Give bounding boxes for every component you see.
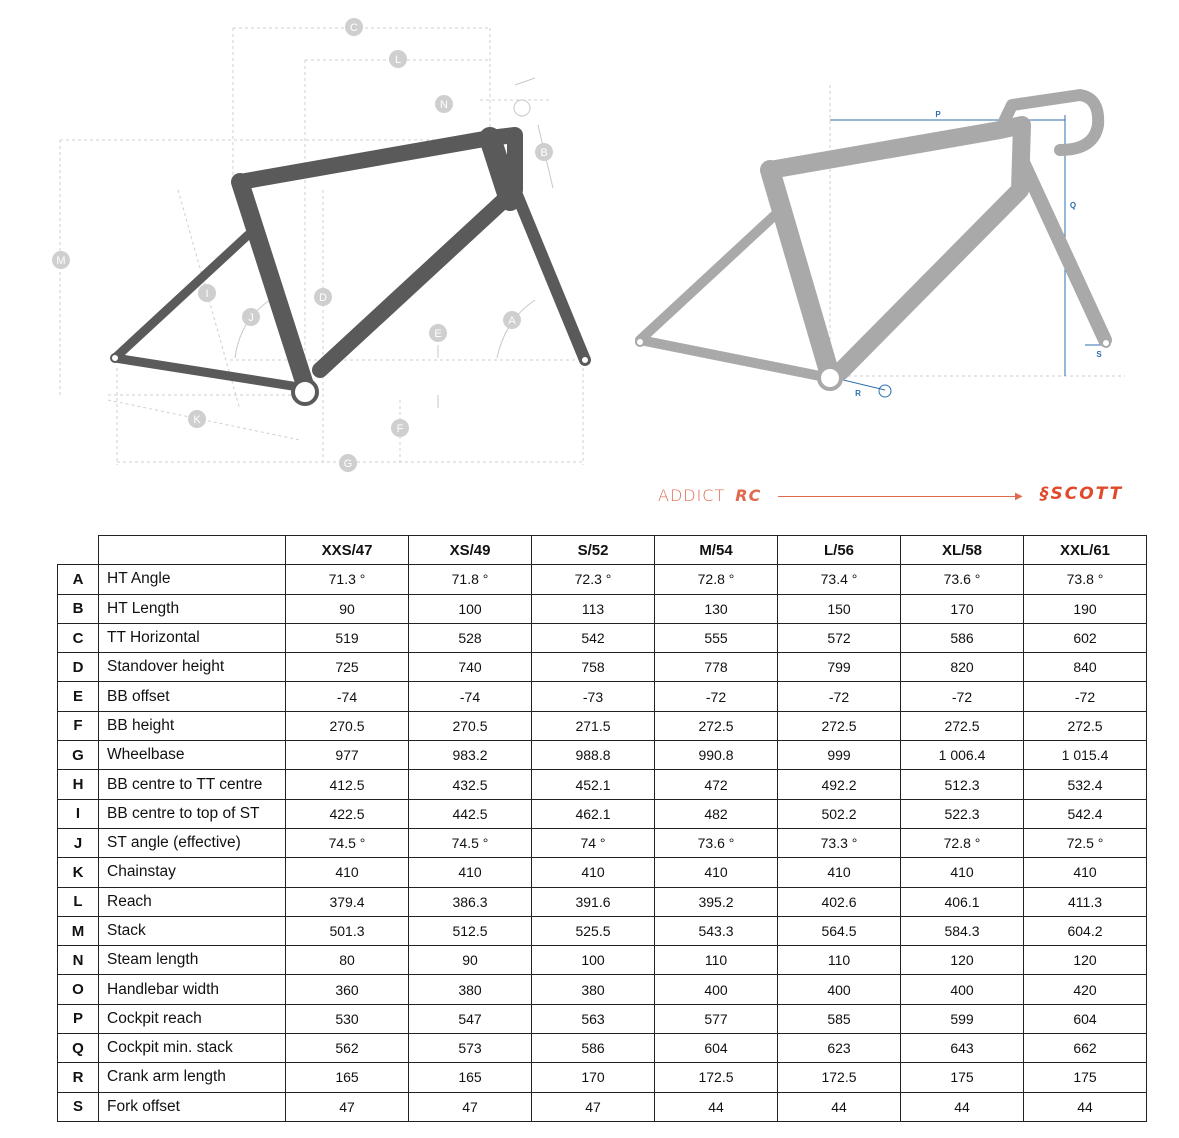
value-cell: 532.4 (1024, 770, 1147, 799)
table-row (58, 828, 1147, 857)
value-cell: 395.2 (655, 887, 778, 916)
value-cell: 380 (532, 975, 655, 1004)
value-cell: 602 (1024, 623, 1147, 652)
value-cell: 44 (778, 1092, 901, 1121)
brand-logo (1040, 484, 1123, 504)
value-cell: 110 (655, 946, 778, 975)
value-cell: 586 (901, 623, 1024, 652)
value-cell: 170 (532, 1063, 655, 1092)
value-cell: -72 (655, 682, 778, 711)
value-cell: 73.3 ° (778, 828, 901, 857)
svg-text:C: C (350, 22, 358, 34)
row-letter: Q (58, 1034, 99, 1063)
row-letter: D (58, 653, 99, 682)
value-cell: 402.6 (778, 887, 901, 916)
value-cell: 740 (409, 653, 532, 682)
row-label: TT Horizontal (99, 623, 286, 652)
table-row (58, 1063, 1147, 1092)
svg-text:D: D (319, 292, 327, 304)
svg-text:I: I (205, 288, 209, 300)
value-cell: 74 ° (532, 828, 655, 857)
table-row (58, 711, 1147, 740)
value-cell: 73.8 ° (1024, 565, 1147, 594)
value-cell: 270.5 (409, 711, 532, 740)
value-cell: 410 (655, 858, 778, 887)
value-cell: 410 (532, 858, 655, 887)
row-label: Stack (99, 916, 286, 945)
value-cell: 410 (409, 858, 532, 887)
value-cell: 120 (1024, 946, 1147, 975)
row-label: Chainstay (99, 858, 286, 887)
value-cell: 172.5 (655, 1063, 778, 1092)
value-cell: 100 (409, 594, 532, 623)
value-cell: 562 (286, 1034, 409, 1063)
value-cell: 530 (286, 1004, 409, 1033)
value-cell: 400 (901, 975, 1024, 1004)
svg-text:S: S (1096, 350, 1102, 359)
value-cell: 72.3 ° (532, 565, 655, 594)
value-cell: -72 (901, 682, 1024, 711)
value-cell: 410 (286, 858, 409, 887)
table-row (58, 741, 1147, 770)
geometry-table (57, 535, 1147, 1122)
value-cell: 1 015.4 (1024, 741, 1147, 770)
value-cell: 522.3 (901, 799, 1024, 828)
value-cell: 623 (778, 1034, 901, 1063)
value-cell: 572 (778, 623, 901, 652)
value-cell: 662 (1024, 1034, 1147, 1063)
row-letter: H (58, 770, 99, 799)
value-cell: 175 (1024, 1063, 1147, 1092)
value-cell: 165 (409, 1063, 532, 1092)
arrow-right-icon: ▶ (1015, 491, 1023, 502)
value-cell: 442.5 (409, 799, 532, 828)
value-cell: 983.2 (409, 741, 532, 770)
row-label: BB centre to TT centre (99, 770, 286, 799)
value-cell: 519 (286, 623, 409, 652)
value-cell: 90 (286, 594, 409, 623)
row-label: Cockpit min. stack (99, 1034, 286, 1063)
row-label: BB offset (99, 682, 286, 711)
value-cell: 840 (1024, 653, 1147, 682)
geometry-diagram (0, 0, 1179, 520)
row-letter: M (58, 916, 99, 945)
value-cell: 525.5 (532, 916, 655, 945)
table-row (58, 799, 1147, 828)
row-label: Reach (99, 887, 286, 916)
row-label: HT Length (99, 594, 286, 623)
svg-text:R: R (855, 389, 861, 398)
value-cell: 411.3 (1024, 887, 1147, 916)
row-letter: G (58, 741, 99, 770)
value-cell: 988.8 (532, 741, 655, 770)
value-cell: 492.2 (778, 770, 901, 799)
value-cell: 73.6 ° (901, 565, 1024, 594)
table-header-row (58, 536, 1147, 565)
value-cell: 44 (1024, 1092, 1147, 1121)
value-cell: 272.5 (778, 711, 901, 740)
row-label: ST angle (effective) (99, 828, 286, 857)
value-cell: -73 (532, 682, 655, 711)
table-row (58, 594, 1147, 623)
row-label: Standover height (99, 653, 286, 682)
value-cell: 502.2 (778, 799, 901, 828)
value-cell: 271.5 (532, 711, 655, 740)
row-letter: K (58, 858, 99, 887)
value-cell: 542 (532, 623, 655, 652)
value-cell: 71.8 ° (409, 565, 532, 594)
value-cell: 452.1 (532, 770, 655, 799)
table-row (58, 916, 1147, 945)
value-cell: 90 (409, 946, 532, 975)
value-cell: 73.6 ° (655, 828, 778, 857)
table-row (58, 653, 1147, 682)
svg-text:L: L (394, 54, 402, 66)
value-cell: 170 (901, 594, 1024, 623)
value-cell: 604 (655, 1034, 778, 1063)
frame-illustrations (0, 0, 1179, 520)
value-cell: 501.3 (286, 916, 409, 945)
value-cell: 820 (901, 653, 1024, 682)
value-cell: 74.5 ° (409, 828, 532, 857)
value-cell: -74 (286, 682, 409, 711)
value-cell: 165 (286, 1063, 409, 1092)
model-suffix: RC (735, 486, 762, 505)
value-cell: 410 (778, 858, 901, 887)
size-header: XXS/47 (286, 536, 409, 565)
value-cell: 543.3 (655, 916, 778, 945)
value-cell: 120 (901, 946, 1024, 975)
row-letter: O (58, 975, 99, 1004)
value-cell: 72.5 ° (1024, 828, 1147, 857)
svg-text:P: P (935, 110, 941, 119)
table-row (58, 623, 1147, 652)
value-cell: 360 (286, 975, 409, 1004)
row-label: Fork offset (99, 1092, 286, 1121)
value-cell: 270.5 (286, 711, 409, 740)
row-letter: F (58, 711, 99, 740)
row-label: Cockpit reach (99, 1004, 286, 1033)
size-header: XL/58 (901, 536, 1024, 565)
value-cell: 420 (1024, 975, 1147, 1004)
value-cell: 44 (901, 1092, 1024, 1121)
row-label: Handlebar width (99, 975, 286, 1004)
value-cell: -74 (409, 682, 532, 711)
value-cell: 643 (901, 1034, 1024, 1063)
value-cell: 977 (286, 741, 409, 770)
value-cell: 585 (778, 1004, 901, 1033)
value-cell: 72.8 ° (901, 828, 1024, 857)
row-label: Crank arm length (99, 1063, 286, 1092)
value-cell: 599 (901, 1004, 1024, 1033)
row-label: BB centre to top of ST (99, 799, 286, 828)
value-cell: -72 (1024, 682, 1147, 711)
table-row (58, 1034, 1147, 1063)
value-cell: 584.3 (901, 916, 1024, 945)
row-letter: L (58, 887, 99, 916)
value-cell: 380 (409, 975, 532, 1004)
value-cell: 604 (1024, 1004, 1147, 1033)
value-cell: 400 (778, 975, 901, 1004)
brand-divider (778, 496, 1018, 497)
value-cell: 586 (532, 1034, 655, 1063)
value-cell: 778 (655, 653, 778, 682)
table-row (58, 975, 1147, 1004)
scott-s-icon: § (1040, 484, 1051, 504)
table-row (58, 1092, 1147, 1121)
right-frame (640, 95, 1105, 378)
value-cell: 74.5 ° (286, 828, 409, 857)
value-cell: 604.2 (1024, 916, 1147, 945)
value-cell: 564.5 (778, 916, 901, 945)
header-blank (58, 536, 99, 565)
value-cell: 799 (778, 653, 901, 682)
size-header: M/54 (655, 536, 778, 565)
row-letter: C (58, 623, 99, 652)
value-cell: 100 (532, 946, 655, 975)
value-cell: 113 (532, 594, 655, 623)
svg-text:N: N (440, 99, 448, 111)
header-label-cell (99, 536, 286, 565)
value-cell: 379.4 (286, 887, 409, 916)
brand-name: SCOTT (1050, 484, 1124, 504)
value-cell: 725 (286, 653, 409, 682)
row-letter: A (58, 565, 99, 594)
row-label: HT Angle (99, 565, 286, 594)
value-cell: 472 (655, 770, 778, 799)
row-letter: I (58, 799, 99, 828)
value-cell: 47 (532, 1092, 655, 1121)
svg-text:K: K (193, 414, 201, 426)
value-cell: 172.5 (778, 1063, 901, 1092)
row-letter: R (58, 1063, 99, 1092)
value-cell: 272.5 (655, 711, 778, 740)
svg-text:A: A (508, 315, 516, 327)
left-dimension-lines (60, 28, 583, 465)
value-cell: 47 (409, 1092, 532, 1121)
value-cell: 130 (655, 594, 778, 623)
table-row (58, 565, 1147, 594)
value-cell: 391.6 (532, 887, 655, 916)
value-cell: 410 (901, 858, 1024, 887)
value-cell: 71.3 ° (286, 565, 409, 594)
svg-text:Q: Q (1069, 201, 1077, 210)
left-angle-arcs (235, 78, 553, 408)
size-header: XS/49 (409, 536, 532, 565)
value-cell: 990.8 (655, 741, 778, 770)
value-cell: 272.5 (901, 711, 1024, 740)
row-letter: S (58, 1092, 99, 1121)
value-cell: 482 (655, 799, 778, 828)
value-cell: -72 (778, 682, 901, 711)
table-row (58, 1004, 1147, 1033)
row-letter: J (58, 828, 99, 857)
value-cell: 150 (778, 594, 901, 623)
value-cell: 758 (532, 653, 655, 682)
value-cell: 175 (901, 1063, 1024, 1092)
svg-text:M: M (56, 255, 66, 267)
value-cell: 272.5 (1024, 711, 1147, 740)
row-label: Wheelbase (99, 741, 286, 770)
value-cell: 73.4 ° (778, 565, 901, 594)
value-cell: 422.5 (286, 799, 409, 828)
table-row (58, 858, 1147, 887)
value-cell: 542.4 (1024, 799, 1147, 828)
row-letter: B (58, 594, 99, 623)
table-row (58, 682, 1147, 711)
value-cell: 44 (655, 1092, 778, 1121)
svg-text:F: F (396, 423, 404, 435)
value-cell: 573 (409, 1034, 532, 1063)
model-name: ADDICT (658, 486, 726, 505)
table-row (58, 946, 1147, 975)
row-letter: P (58, 1004, 99, 1033)
svg-text:J: J (248, 312, 254, 324)
size-header: L/56 (778, 536, 901, 565)
value-cell: 432.5 (409, 770, 532, 799)
value-cell: 999 (778, 741, 901, 770)
value-cell: 410 (1024, 858, 1147, 887)
table-row (58, 887, 1147, 916)
value-cell: 577 (655, 1004, 778, 1033)
value-cell: 547 (409, 1004, 532, 1033)
value-cell: 462.1 (532, 799, 655, 828)
value-cell: 563 (532, 1004, 655, 1033)
value-cell: 512.5 (409, 916, 532, 945)
value-cell: 412.5 (286, 770, 409, 799)
value-cell: 190 (1024, 594, 1147, 623)
value-cell: 512.3 (901, 770, 1024, 799)
value-cell: 528 (409, 623, 532, 652)
size-header: S/52 (532, 536, 655, 565)
model-logo (658, 486, 761, 505)
value-cell: 72.8 ° (655, 565, 778, 594)
row-label: Steam length (99, 946, 286, 975)
value-cell: 80 (286, 946, 409, 975)
row-letter: E (58, 682, 99, 711)
table-row (58, 770, 1147, 799)
value-cell: 1 006.4 (901, 741, 1024, 770)
row-label: BB height (99, 711, 286, 740)
table-body (58, 565, 1147, 1122)
value-cell: 386.3 (409, 887, 532, 916)
svg-text:G: G (343, 458, 353, 470)
value-cell: 47 (286, 1092, 409, 1121)
svg-text:B: B (540, 147, 548, 159)
value-cell: 110 (778, 946, 901, 975)
left-frame (115, 135, 585, 388)
value-cell: 555 (655, 623, 778, 652)
svg-text:E: E (434, 328, 442, 340)
value-cell: 406.1 (901, 887, 1024, 916)
value-cell: 400 (655, 975, 778, 1004)
size-header: XXL/61 (1024, 536, 1147, 565)
row-letter: N (58, 946, 99, 975)
